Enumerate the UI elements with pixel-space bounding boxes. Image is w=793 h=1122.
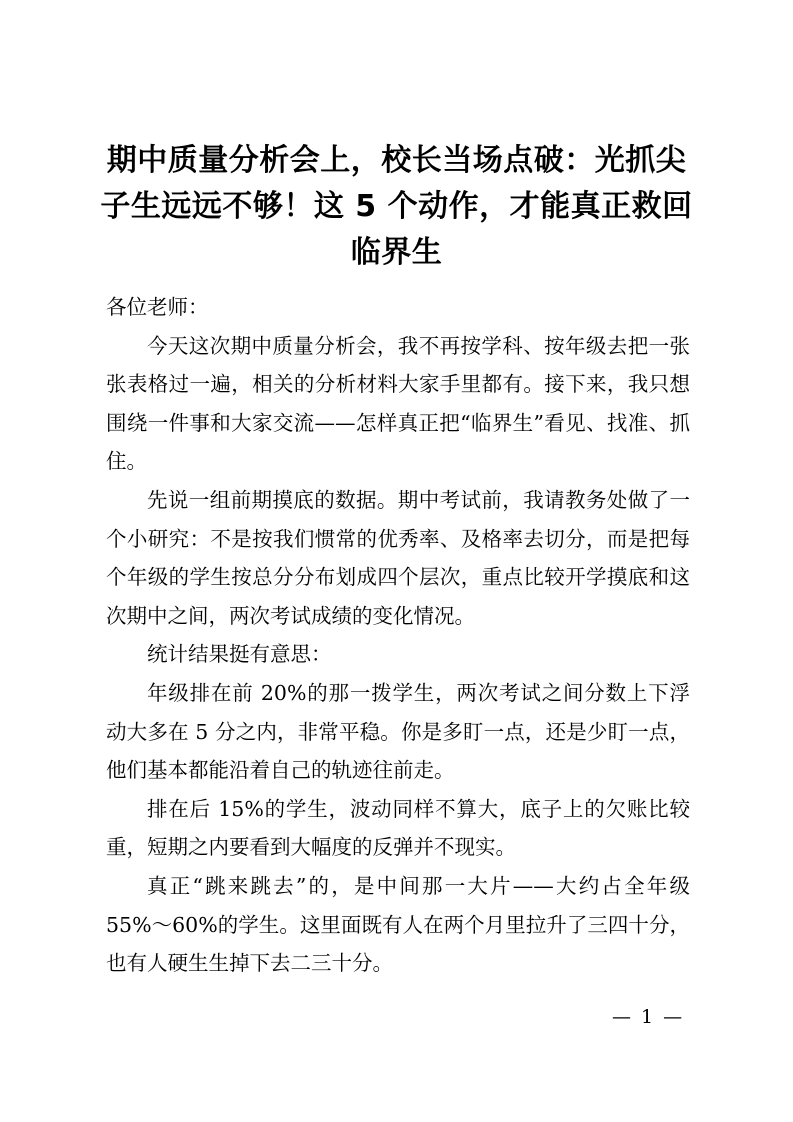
document-body (106, 288, 690, 983)
paragraph-top-students: 年级排在前 20%的那一拨学生，两次考试之间分数上下浮动大多在 5 分之内，非常平稳。你是多盯一点，还是少盯一点，他们基本都能沿着自己的轨迹往前走。 (106, 680, 690, 783)
paragraph-survey: 先说一组前期摸底的数据。期中考试前，我请教务处做了一个小研究：不是按我们惯常的优秀率、及格率去切分，而是把每个年级的学生按总分分布划成四个层次，重点比较开学摸底和这次期中之间，两次考试成绩的变化情况。 (106, 487, 690, 628)
salutation: 各位老师： (106, 295, 209, 319)
paragraph-middle-students: 真正“跳来跳去”的，是中间那一大片——大约占全年级 55%～60%的学生。这里面既有人在两个月里拉升了三四十分，也有人硬生生掉下去二三十分。 (106, 873, 690, 976)
paragraph-result-lead: 统计结果挺有意思： (147, 642, 332, 667)
page-number: — 1 — (612, 1006, 685, 1028)
document-title: 期中质量分析会上，校长当场点破：光抓尖子生远远不够！这 5 个动作，才能真正救回临界生 (100, 143, 693, 270)
paragraph-intro: 今天这次期中质量分析会，我不再按学科、按年级去把一张张表格过一遍，相关的分析材料大家手里都有。接下来，我只想围绕一件事和大家交流——怎样真正把“临界生”看见、找准、抓住。 (106, 333, 690, 474)
paragraph-bottom-students: 排在后 15%的学生，波动同样不算大，底子上的欠账比较重，短期之内要看到大幅度的反弹并不现实。 (106, 796, 690, 860)
